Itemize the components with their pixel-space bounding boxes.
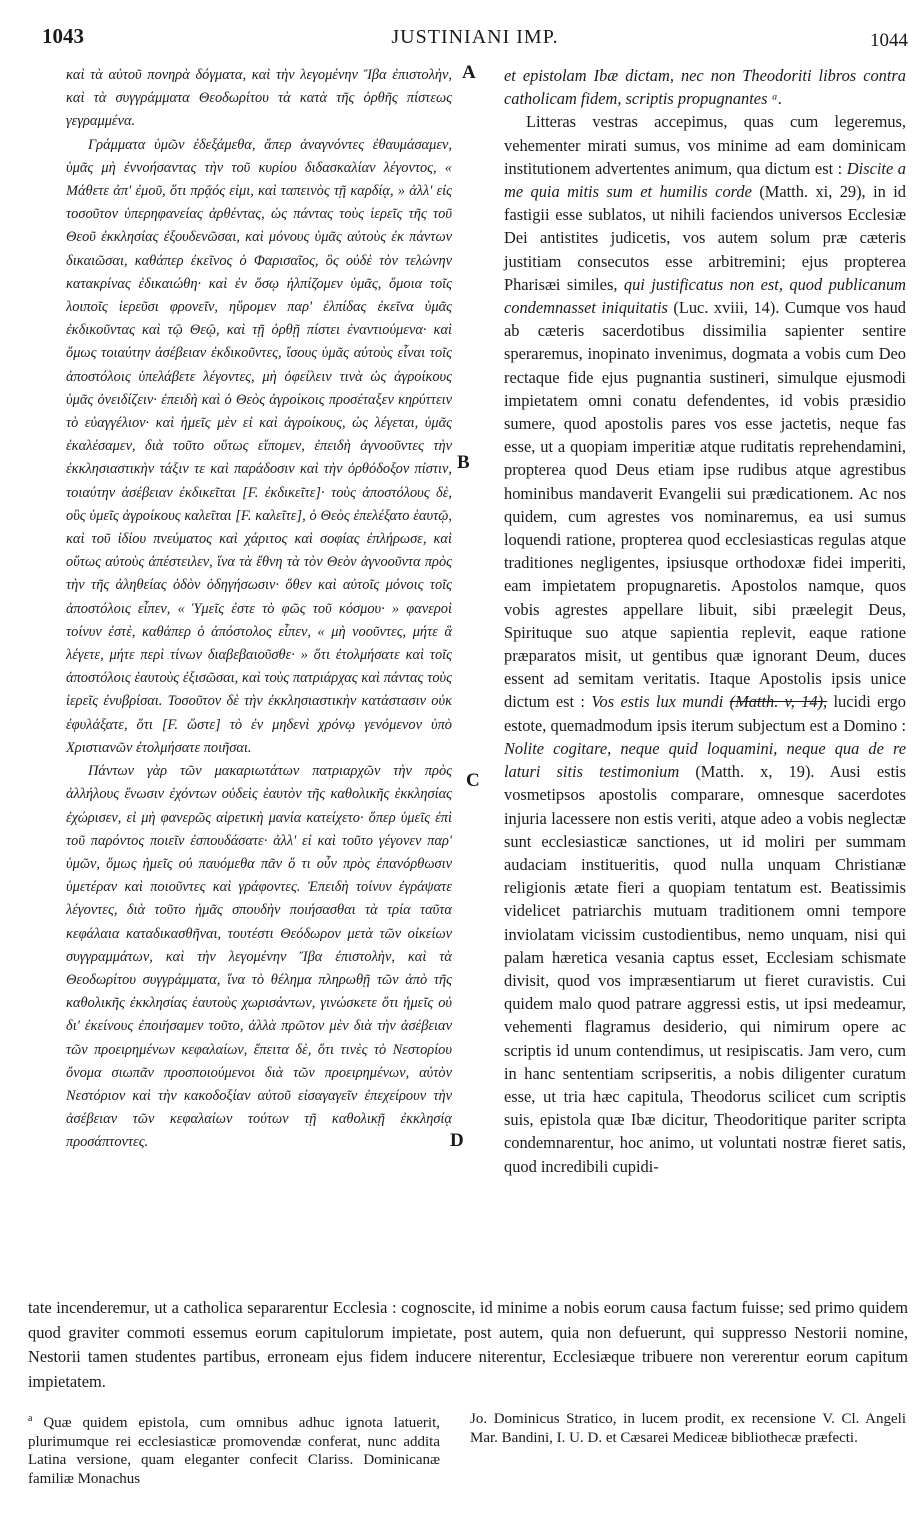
latin-text: Litteras vestras accepimus, quas cum legeremus, vehementer mirati sumus, vos minime ad eam dominicam institutionem advertentes animum, qua dictum est : <box>504 112 906 178</box>
margin-mark-b: B <box>457 452 470 473</box>
margin-mark-c: C <box>466 770 480 791</box>
footnote-right: Jo. Dominicus Stratico, in lucem prodit, ex recensione V. Cl. Angeli Mar. Bandini, I. U. D. et Cæsarei Mediceæ bibliothecæ præfecti. <box>470 1411 906 1446</box>
struck-reference: (Matth. v, 14), <box>729 692 828 712</box>
latin-text: (Matth. xi, 29), in id fastigii esse sublatos, ut nihili faciendos universos Ecclesiæ Dei antistites judicetis, vos autem solum præ cæteris justitiam consecutos esse arbitremini; ejus propterea Pharisæi similes, <box>504 182 906 294</box>
latin-column <box>504 64 906 1178</box>
greek-paragraph-1: Γράμματα ὑμῶν ἐδεξάμεθα, ἅπερ ἀναγνόντες ἐθαυμάσαμεν, ὑμᾶς μὴ ἐννοήσαντας τὴν τοῦ κυρίου διδασκαλίαν λέγοντος, « Μάθετε ἀπ' ἐμοῦ, ὅτι πρᾷός εἰμι, καὶ ταπεινὸς τῇ καρδίᾳ, » ἀλλ' εἰς τοσοῦτον ὑπερηφανείας ἀρθέντας, ὡς πάντας τοὺς ἱερεῖς τῆς τοῦ Θεοῦ ἐκκλησίας ἐξουδενῶσαι, καὶ μόνους ὑμᾶς αὐτοὺς ἐκ πάντων δικαιῶσαι, καθάπερ ἐκεῖνος ὁ Φαρισαῖος, ὃς οὐδὲ τὸν τελώνην κατακρίνας ἐδικαιώθη· καὶ ἐν ὅσῳ ἠλπίζομεν ὑμᾶς, ὅμοια τοῖς λοιποῖς ἱερεῦσι φρονεῖν, ηὕρομεν παρ' ἐλπίδας ἐκεῖνα ὑμᾶς ἐκδικοῦντας καὶ τῷ Θεῷ, καὶ τῇ ὀρθῇ πίστει ἐναντιούμενα· καὶ ὅμως τοιαύτην ἀσέβειαν ἐκδικοῦντες, ἴσους ὑμᾶς αὐτοὺς εἶναι τοῖς ἀποστόλοις ὑπελάβετε λέγοντες, μὴ ὀφείλειν τινὰ ὡς ἀγροίκους ὑμᾶς ὀνειδίζειν· ἐπειδὴ καὶ ὁ Θεὸς ἀγροίκοις προσέταξεν κηρύττειν τὸ εὐαγγέλιον· καὶ ἡμεῖς μὲν εἰ καὶ ἀγροίκους, ὡς λέγεται, ὑμᾶς ἐκαλέσαμεν, διὰ τοῦτο οὕτως εἴπομεν, ἐπειδὴ ἀγνοοῦντες τὴν ἐκκλησιαστικὴν τάξιν τε καὶ παράδοσιν καὶ τὴν ὀρθόδοξον πίστιν, τοιαύτην ἀσέβειαν ἐκδικεῖται [F. ἐκδικεῖτε]· τοὺς ἀποστόλους δὲ, οὓς ὑμεῖς ἀγροίκους καλεῖται [F. καλεῖτε], ὁ Θεὸς ἐπελέξατο ἑαυτῷ, καὶ τοῦ ἰδίου πνεύματος καὶ χάριτος καὶ σοφίας ἐπλήρωσε, καὶ οὕτως αὐτοὺς ἀπέστειλεν, ἵνα τὰ ἔθνη τὰ τὸν Θεὸν ἀγνοοῦντα πρὸς τὴν τῆς ἀληθείας ὁδὸν ὁδηγήσωσιν· ὅθεν καὶ αὐτοῖς μόνοις τοῖς ἀποστόλοις εἶπεν, « Ὑμεῖς ἐστε τὸ φῶς τοῦ κόσμου· » φανεροὶ τοίνυν ἐστὲ, καθάπερ ὁ ἀπόστολος εἶπεν, « μὴ νοοῦντες, μήτε ἃ λέγετε, μήτε περὶ τίνων διαβεβαιοῦσθε· » ὅτι ἐτολμήσατε καὶ τοῖς ἀποστόλοις ἑαυτοὺς ἐξισῶσαι, καὶ τοὺς πατριάρχας καὶ πάντας τοὺς ἱερεῖς ἐνυβρίσαι. Τοσοῦτον δὲ τὴν ἐκκλησιαστικὴν κατάστασιν οὐκ ἐφυλάξατε, ὅτι [F. ὥστε] τὸ ἐν μηδενὶ χρόνῳ γενόμενον ὑπὸ Χριστιανῶν ἐτολμήσατε ποιῆσαι. <box>66 136 452 756</box>
greek-intro: καὶ τὰ αὐτοῦ πονηρὰ δόγματα, καὶ τὴν λεγομένην Ἴβα ἐπιστολὴν, καὶ τὰ συγγράμματα Θεοδωρίτου τὰ κατὰ τῆς ὀρθῆς πίστεως γεγραμμένα. <box>66 67 452 130</box>
footnote-mark: a <box>28 1413 33 1424</box>
footnote-text-left: Quæ quidem epistola, cum omnibus adhuc ignota latuerit, plurimumque rei ecclesiasticæ promovendæ conferat, nunc addita Latina versione, quam eleganter confecit Clariss. Dominicanæ familiæ Monachus <box>28 1415 441 1487</box>
latin-paragraph-1 <box>504 110 906 1177</box>
footnote-left <box>28 1410 440 1488</box>
latin-intro: et epistolam Ibæ dictam, nec non Theodoriti libros contra catholicam fidem, scriptis propugnantes ᵃ. <box>504 66 906 109</box>
latin-text: (Luc. xviii, 14). Cumque vos haud ab cæteris sacerdotibus dissimilia sapienter sentire speraremus, inopinato invenimus, dogmata a vobis cum Deo rectaque fide ejus pugnantia sustineri, simulque ejusmodi impietatem omni conatu defendentes, id vobis præsidio sumere, quod apostolis pares vos esse jactetis, neque fas esse, ut a quopiam imperitiæ atque ruditatis reprehendamini, propterea quod Deus etiam ipse rudibus atque agrestibus hominibus mandaverit Evangelii sui prædicationem. Ac nos quidem, cum agrestes vos nominaremus, ea usi sumus loquendi ratione, propterea quod ecclesiasticas regulas atque traditiones negligentes, ipsiusque orthodoxæ fidei imperiti, eam impietatem propugnaretis. Apostolos namque, quos vobis agrestes appellare libuit, sibi præelegit Deus, Spirituque suo atque sapientia replevit, eaque ratione præparatos misit, ut gentibus quæ ignorant Deum, duces essent ad semitam veritatis. Itaque Apostolis ipsis unice dictum est : <box>504 298 907 712</box>
latin-text: (Matth. x, 19). Ausi estis vosmetipsos apostolis comparare, omnesque sacerdotes injuria lacessere non estis veriti, atque adeo a vobis neglectæ sunt ecclesiasticæ sanctiones, ut id moliri per summam audaciam institueritis, quod nulla unquam Christianæ religionis ætate fieri a quopiam tentatum est. <box>504 762 906 898</box>
page-header <box>42 24 908 58</box>
margin-mark-a: A <box>462 62 476 83</box>
greek-paragraph-2: Πάντων γὰρ τῶν μακαριωτάτων πατριαρχῶν τὴν πρὸς ἀλλήλους ἕνωσιν ἐχόντων οὐδεὶς ἑαυτὸν τῆς καθολικῆς ἐκκλησίας ἐχώρισεν, εἰ μὴ φανερῶς αἱρετικὴ μανία κατείχετο· ὅπερ ὑμεῖς ἐπὶ τοῦ παρόντος ποιεῖν ἐσπουδάσατε· ἀλλ' εἰ καὶ τοῦτο γέγονεν παρ' ὑμῶν, ὅμως ἡμεῖς οὐ παυόμεθα πᾶν ὅ τι οὖν πρὸς ἐπανόρθωσιν ὑμετέραν καὶ ποιοῦντες καὶ γράφοντες. Ἐπειδὴ τοίνυν ἐγράψατε λέγοντες, διὰ τοῦτο ἡμᾶς σπουδὴν ποιήσασθαι τὰ τρία ταῦτα κεφάλαια καταδικασθῆναι, τουτέστι Θεόδωρον μετὰ τῶν οἰκείων συγγραμμάτων, καὶ τὴν λεγομένην Ἴβα ἐπιστολὴν, καὶ τὰ Θεοδωρίτου συγγράμματα, ἵνα τὸ θέλημα πληρωθῇ τῶν ἀπὸ τῆς καθολικῆς ἐκκλησίας ἑαυτοὺς χωρισάντων, γινώσκετε ὅτι ἡμεῖς οὐ δι' ἐκείνους ἐποιήσαμεν τοῦτο, ἀλλὰ πρῶτον μὲν διὰ τὴν ἀσέβειαν τῶν προειρημένων κεφαλαίων, ἔπειτα δὲ, ὅτι τινὲς τὸ Νεστορίου ὄνομα σιωπᾶν προσποιούμενοι διὰ τῶν προειρημένων, αὐτὸν Νεστόριον καὶ τὴν κακοδοξίαν αὐτοῦ εἰσαγαγεῖν ἐπεχείρουν τὴν ἀσέβειαν τῶν κεφαλαίων τούτων τῇ καθολικῇ ἐκκλησίᾳ προσάπτοντες. <box>66 763 452 1151</box>
running-title: JUSTINIANI IMP. <box>391 26 559 48</box>
scripture-quote: Vos estis lux mundi <box>591 692 724 712</box>
margin-mark-d: D <box>450 1130 464 1151</box>
latin-text: Beatissimis videlicet patriarchis mutuam traditionem omni tempore inviolatam vicissim custodientibus, nemo unquam, nisi qui palam hæretica vesania captus esset, Ecclesiam schismate divisit, quod vos impræsentiarum ut fieret curavistis. Cui quidem malo quod patrare aggressi estis, ut ipsi medeamur, vehementi flagramus desiderio, qui nimirum opere ac scriptis id unum contendimus, ut resipiscatis. Jam vero, cum in hanc sententiam scripseritis, a nobis diligenter curatum esse, ut tria hæc capitula, Theodorus scilicet cum scriptis suis, epistola quæ Ibæ dicitur, Theodoritique pariter scripta condemnarentur, hoc animo, ut voluntati nostræ fieret satis, quod incredibili cupidi- <box>504 878 906 1176</box>
scripture-quote: qui justificatus non est, quod publicanum condemnasset iniquitatis <box>504 274 906 318</box>
greek-column <box>66 64 452 1155</box>
latin-text: lucidi ergo estote, quemadmodum ipsis iterum subjectum est a Domino : <box>504 692 906 735</box>
scripture-quote: Discite a me quia mitis sum et humilis corde <box>504 158 906 202</box>
page-number-right: 1044 <box>870 30 908 51</box>
full-width-paragraph: tate incenderemur, ut a catholica separarentur Ecclesia : cognoscite, id minime a nobis eorum causa factum fuisse; sed primo quidem quod graviter commoti essemus eorum capitulorum impietate, post autem, quia non defuerunt, qui suppresso Nestorii nomine, Nestorii tamen studentes partibus, erroneam ejus fidem inducere niterentur, Ecclesiæque tribuere non vererentur eorum capitum impietatem. <box>28 1298 908 1391</box>
scripture-quote: Nolite cogitare, neque quid loquamini, neque qua de re laturi sitis testimonium <box>504 738 906 782</box>
page-number-left: 1043 <box>42 24 84 48</box>
